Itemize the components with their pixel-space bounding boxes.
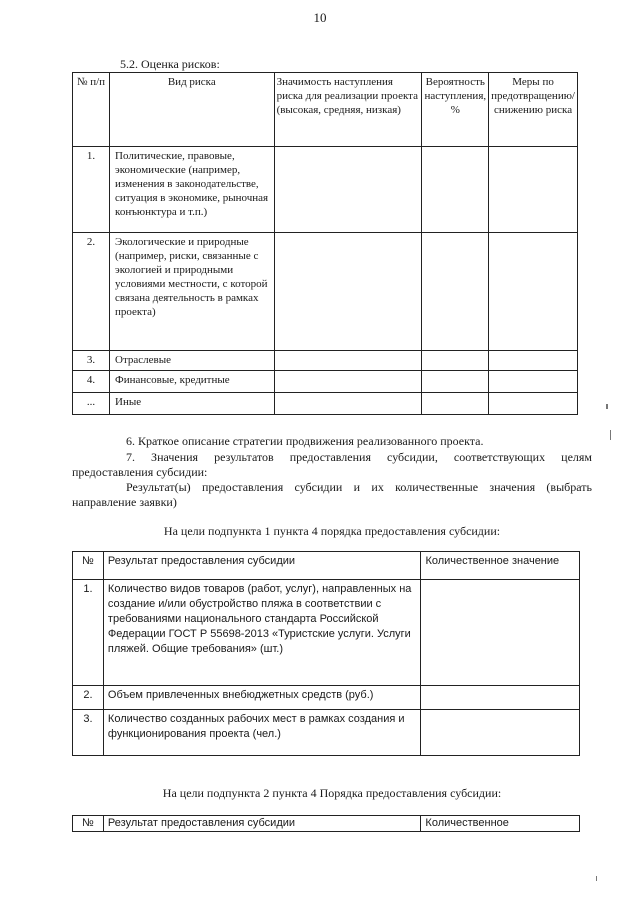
table-row — [73, 147, 578, 233]
row-significance[interactable] — [274, 147, 422, 233]
table-row — [73, 371, 578, 393]
row-measures[interactable] — [489, 147, 578, 233]
scan-artifact-mark — [596, 876, 597, 881]
row-value[interactable] — [421, 686, 580, 710]
row-result: Объем привлеченных внебюджетных средств (руб.) — [103, 686, 421, 710]
risk-assessment-table — [72, 72, 578, 415]
row-num: 2. — [73, 233, 110, 351]
header-value: Количественное значение — [421, 552, 580, 580]
table-row — [73, 710, 580, 756]
header-num: № — [73, 816, 104, 832]
header-result: Результат предоставления субсидии — [103, 552, 421, 580]
risk-table-header-row — [73, 73, 578, 147]
row-probability[interactable] — [422, 233, 489, 351]
row-probability[interactable] — [422, 371, 489, 393]
header-num: № п/п — [73, 73, 110, 147]
row-measures[interactable] — [489, 371, 578, 393]
row-significance[interactable] — [274, 233, 422, 351]
row-risk-kind: Отраслевые — [110, 351, 275, 371]
results-note: Результат(ы) предоставления субсидии и их количественные значения (выбрать направление заявки) — [72, 480, 592, 509]
results-table-1 — [72, 551, 580, 756]
row-num: 4. — [73, 371, 110, 393]
row-risk-kind: Финансовые, кредитные — [110, 371, 275, 393]
scan-artifact-mark — [606, 404, 608, 409]
header-num: № — [73, 552, 104, 580]
row-num: 2. — [73, 686, 104, 710]
table-row — [73, 686, 580, 710]
table-row — [73, 393, 578, 415]
row-probability[interactable] — [422, 351, 489, 371]
row-result: Количество видов товаров (работ, услуг), направленных на создание и/или обустройство пляжа в соответствии с требованиями национального стандарта Российской Федерации ГОСТ Р 55698-2013 «Туристские услуги. Услуги пляжей. Общие требования» (шт.) — [103, 580, 421, 686]
row-value[interactable] — [421, 580, 580, 686]
row-probability[interactable] — [422, 393, 489, 415]
header-value: Количественное — [421, 816, 580, 832]
row-risk-kind: Экологические и природные (например, риски, связанные с экологией и природными условиями местности, с которой связана деятельность в рамках проекта) — [110, 233, 275, 351]
row-num: 1. — [73, 147, 110, 233]
row-measures[interactable] — [489, 351, 578, 371]
page-number: 10 — [313, 10, 327, 25]
table-row — [73, 233, 578, 351]
goal-1-heading: На цели подпункта 1 пункта 4 порядка предоставления субсидии: — [163, 524, 501, 538]
row-measures[interactable] — [489, 393, 578, 415]
row-significance[interactable] — [274, 351, 422, 371]
risk-section-heading: 5.2. Оценка рисков: — [120, 57, 220, 71]
results-table-header-row — [73, 816, 580, 832]
row-risk-kind: Политические, правовые, экономические (например, изменения в законодательстве, ситуация в экономике, рыночная конъюнктура и т.п.) — [110, 147, 275, 233]
row-result: Количество созданных рабочих мест в рамках создания и функционирования проекта (чел.) — [103, 710, 421, 756]
header-risk-kind: Вид риска — [110, 73, 275, 147]
results-table-2 — [72, 815, 580, 832]
row-value[interactable] — [421, 710, 580, 756]
row-probability[interactable] — [422, 147, 489, 233]
row-significance[interactable] — [274, 371, 422, 393]
section-6-text: 6. Краткое описание стратегии продвижения реализованного проекта. — [126, 434, 484, 448]
row-significance[interactable] — [274, 393, 422, 415]
section-7-text: 7. Значения результатов предоставления субсидии, соответствующих целям предоставления субсидии: — [72, 450, 592, 479]
header-measures: Меры по предотвращению/снижению риска — [489, 73, 578, 147]
row-num: 3. — [73, 710, 104, 756]
row-num: 1. — [73, 580, 104, 686]
header-significance: Значимость наступления риска для реализации проекта (высокая, средняя, низкая) — [274, 73, 422, 147]
table-row — [73, 351, 578, 371]
row-measures[interactable] — [489, 233, 578, 351]
goal-2-heading: На цели подпункта 2 пункта 4 Порядка предоставления субсидии: — [162, 786, 502, 800]
header-result: Результат предоставления субсидии — [103, 816, 421, 832]
row-num: 3. — [73, 351, 110, 371]
table-row — [73, 580, 580, 686]
results-table-header-row — [73, 552, 580, 580]
row-num: ... — [73, 393, 110, 415]
scan-artifact-mark — [610, 430, 611, 440]
row-risk-kind: Иные — [110, 393, 275, 415]
header-probability: Вероятность наступления, % — [422, 73, 489, 147]
